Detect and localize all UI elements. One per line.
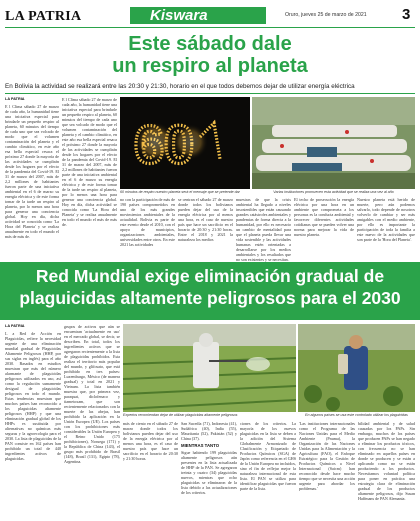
article1-deck: En Bolivia la actividad se realizará entre las 20:30 y 21:30, horario en el que todos debemos dejar de utilizar energía eléctrica (5, 83, 355, 90)
article2-col5-text: ciones de los criterios. La mayoría de los nuevos plaguicidas en la lista se deben a la adición del Sistema Globalmente Armonizado de Clasificación y Etiquetado de Productos Químicos (SGA) de Japón como referencia en el GHS de la Unión Europea no incluidos, sino el fin de reflejar mejor la naturaleza internacional de esta lista. El PAN se utiliza para identificar plaguicidas que fueron parte de la lista. (240, 421, 296, 491)
newspaper-name: LA PATRIA (5, 9, 82, 24)
masthead-rule (5, 27, 415, 28)
svg-text:60: 60 (134, 115, 195, 175)
article1-caption-1: 60 minutos de respiro nuestro planeta será el mensaje que se pretende dar (120, 190, 240, 194)
article2-column-4 (181, 421, 237, 518)
article1-caption-2: Varias instituciones promueven esta actividad que se realiza una vez al año (273, 190, 394, 194)
article2-byline: LA PATRIA (5, 324, 25, 328)
institutions-crowd-photo (252, 97, 415, 189)
article1-column-6 (294, 197, 354, 259)
article2-column-2 (64, 324, 120, 518)
article1-headline-line1: Este sábado dale (128, 33, 292, 55)
article2-column-3 (123, 421, 178, 518)
article1-col5-text: El techo de prosecución la energía eléctrica por una hora en un ambiente que comprometa a los personas es la conducta ambiental y favorecer diferentes actividades cotidianas que se pueden volver una norma para mejorar la vida de nuestro planeta. (294, 197, 354, 237)
article2-caption-2: En algunos países se usa este controlado utilizar los plaguicidas (305, 413, 408, 417)
article1-col4-text: muestras de que la crisis ambiental ha llegado a niveles insostenibles que están causando grandes catástrofes ambientales y pandemias de forma directa a la humanidad, por ello es necesario un cambio de mentalidad para que el planeta pueda llevar una vida sostenible y las actividades humanas estén orientadas a desarrollarse por los medios ambientales y los resultados que no son existentes y se necesitan. (236, 197, 291, 262)
article2-col4-text: San Sucedía (71), Indonesia (41), Sudáfrica (40), India (55), Mauritania (52), Pakistán (52) y China (37). (181, 421, 237, 441)
section-name: Kiswara (150, 7, 208, 24)
pesticide-spraying-photo (123, 324, 296, 412)
page-number: 3 (402, 6, 411, 23)
article2-subhead: MIENTRAS TANTO (181, 443, 220, 448)
article1-col6-text: Nuestro planeta está herido de muerte, pero aún podemos salvarlo, todo depende de nosotros volverlo de cambiar y ser más amigables con el medio ambiente, por ello es importante la participación de toda la familia a este nuevo de la actividades que son parte de la 'Hora del Planeta'. (357, 197, 415, 242)
masthead (0, 0, 420, 30)
article1-column-2 (62, 97, 117, 259)
article1-col1-cont: E l Clima sábado 27 de marzo de cada año, la humanidad tiene una iniciativa especial para brindarle un pequeño respiro al planeta, 60 minutos del tiempo de cada uno que sea volcado de modo que el volumen contaminación del planeta y el cambio climático, en este año esa bella especial resaca el próximo 27 donde la mayoría de las actividades se cumplirán desde los hogares por el efecto de la pandemia del Covid-19. El 31 de marzo del 2007, más de 2,2 millones de habitantes fueron parte de una iniciativa ambiental en el 6 de marzo su energía eléctrica y de este forma tomar de la tarde un respiro al planeta, por lo menos una hora para generar una conciencia global. Hoy en día, dicha actividad se conocida como 'La Hora del Planeta' y se realiza anualmente en todo el mundo el más de más de. (62, 97, 117, 227)
article1-col1-text: E l Clima sábado 27 de marzo de cada año, la humanidad tiene una iniciativa especial para brindarle un pequeño respiro al planeta, 60 minutos del tiempo de cada uno que sea volcado de modo que el volumen contaminación del planeta y el cambio climático, en este año esa bella especial resaca el próximo 27 donde la mayoría de las actividades se cumplirán desde los hogares por el efecto de la pandemia del Covid-19. El 31 de marzo del 2007, más de 2,2 millones de habitantes fueron parte de una iniciativa ambiental en el 6 de marzo su energía eléctrica y de este forma tomar de la tarde un respiro al planeta, por lo menos una hora para generar una conciencia global. Hoy en día, dicha actividad se conocida como 'La Hora del Planeta' y se realiza anualmente en todo el mundo el más de más de. (5, 104, 59, 239)
farmer-pesticide-photo (298, 324, 415, 412)
article1-column-3 (120, 197, 175, 259)
article2-column-6 (299, 421, 355, 518)
issue-date: Oruro, jueves 25 de marzo de 2021 (285, 12, 367, 18)
article2-column-7 (358, 421, 415, 518)
article1-headline-line2: un respiro al planeta (112, 55, 308, 77)
article1-column-5 (236, 197, 291, 262)
article2-col3-text: más de ciento en el sábado 27 de marzo donde todos los bolivianos pueden dejar del uso de la energía eléctrica por al menos una hora, es el caso de nuestro país que hace un sacrificio en el horario de 20:30 y 21:30 horas. (123, 421, 178, 461)
article2-column-5 (240, 421, 296, 518)
article2-headline-line2: plaguicidas altamente peligrosos para el 2030 (19, 288, 401, 308)
spraying-illustration (123, 324, 296, 412)
article2-col1-text: L a Red de Acción en Plaguicidas, refiere la necesidad urgente de una eliminación mundial gradual de Plaguicidas Altamente Peligrosos (HHP, por sus siglas en inglés) para el año 2030. Basados en estudios muestran que más del número alarmante de plaguicidas peligrosos utilizados en uso, así como la regulación sumamente desigual de plaguicidas peligrosos en todo el mundo. Estas tendencias muestran que muchos países han reconocido a los plaguicidas altamente peligrosos (HHP) y que una eliminación gradual global de los HHPs es sustituida por alternativas no químicas más seguras y la agroecología para el 2030. La lista de plaguicidas de la PAN consiste en 162 países han prohibido un total de 440 ingredientes activos de plaguicidas. (5, 331, 61, 461)
article2-col2-text: grupos de activos que aún se encuentran 'actualmente en uso' en el mercado global, se decir, se describen. En total, todos los ingredientes activos que se agregaron recientemente a la lista de plaguicidas prohibidos. Esta realiza el territorio más popular del mundo, y glifosato, que está prohibido en tres países: Luxemburgo, México (de manera gradual) y total en 2021 y Vietnam. La lista también muestra que, por primera vez, paraquat, diclofenaco y tiametoxam, que son recientemente relacionados con la muerte de las abejas, han prohibido la aplicación en la Unión Europea (UE). Los países con los prohibiciones más considerables la Unión Europea y el Reino Unido (175 prohibiciones), Noruega (171) y la República de China (143), el grupo más prohibido de Brasil (148), Brasil (131), Egipto (78), Argentina. (64, 324, 120, 464)
article1-col3-text: se centran el sábado 27 de marzo donde todos los bolivianos pueden dejar del uso de la energía eléctrica por al menos una hora, es el caso de nuestro país que hace un sacrificio en el horario de 20:30 y 21:30 horas. Entre el 2018 y 2021 la naturaleza los medios (178, 197, 233, 242)
article2-headline-band (0, 262, 420, 320)
article1-column-1 (5, 97, 59, 259)
crowd-illustration (252, 97, 415, 189)
article2-col6-text: 'Las instituciones internacionales como el Programa de las Naciones Unidas para el Medio Ambiente (Pnuma), la Organización de las Naciones Unidas para la Alimentación y la Agricultura (FAO), el Enfoque Estratégico para la Gestión de Productos Químicos a Nivel Internacional (Saicm) han reconocido desde hace mucho tiempo que se necesita una acción urgente para abordar los problemas.' (299, 421, 355, 491)
article1-byline: LA PATRIA (5, 97, 25, 101)
article1-column-4 (178, 197, 233, 259)
article2-col7-text: bilidad ambiental y de salud causadas por los PAPs. Sin embargo, muchos de los países que producen PAPs se han negado a eliminar los productos tóxicos, con frecuencia no se han eliminado en aquellos países en donde se producen y se están a aplicando como no se están produciendo a los productos. Necesitamos voluntad política para poner en práctica una estrategia clara de eliminación gradual de los productos altamente peligrosos, dijo Susan Haffmans de PAN Alemania. (358, 421, 415, 501)
article1-col2-text: no con la participación de más de 190 países comprometidos en uno de los más grandes movimientos ambientales de la actualidad. Bolivia es parte de este evento desde el 2010, con el apoyo de municipios, organizaciones ambientales, universidades entre otros. En este 2021 las actividades (120, 197, 175, 247)
article2-col4b-text: Sigue habiendo 199 plaguicidas altamente peligrosos aún presentes en la lista actualizada de HHP de la PAN. Se agregaron treinta y cuatro (34) plaguicidas nuevos, mientras que ocho plaguicidas se eliminaron de la lista debido a las actualizaciones de los criterios. (181, 450, 237, 495)
article2-column-1 (5, 324, 61, 518)
farmer-illustration (298, 324, 415, 412)
article2-caption-1: Expertos recomiendan dejar de utilizar plaguicidas altamente peligrosos (123, 413, 238, 417)
article1-rule (5, 93, 415, 94)
earth-hour-candles-photo (120, 97, 250, 189)
candles-illustration (120, 97, 250, 189)
article2-headline-line1: Red Mundial exige eliminación gradual de (35, 266, 385, 286)
article1-column-7 (357, 197, 415, 259)
section-banner (130, 7, 266, 24)
